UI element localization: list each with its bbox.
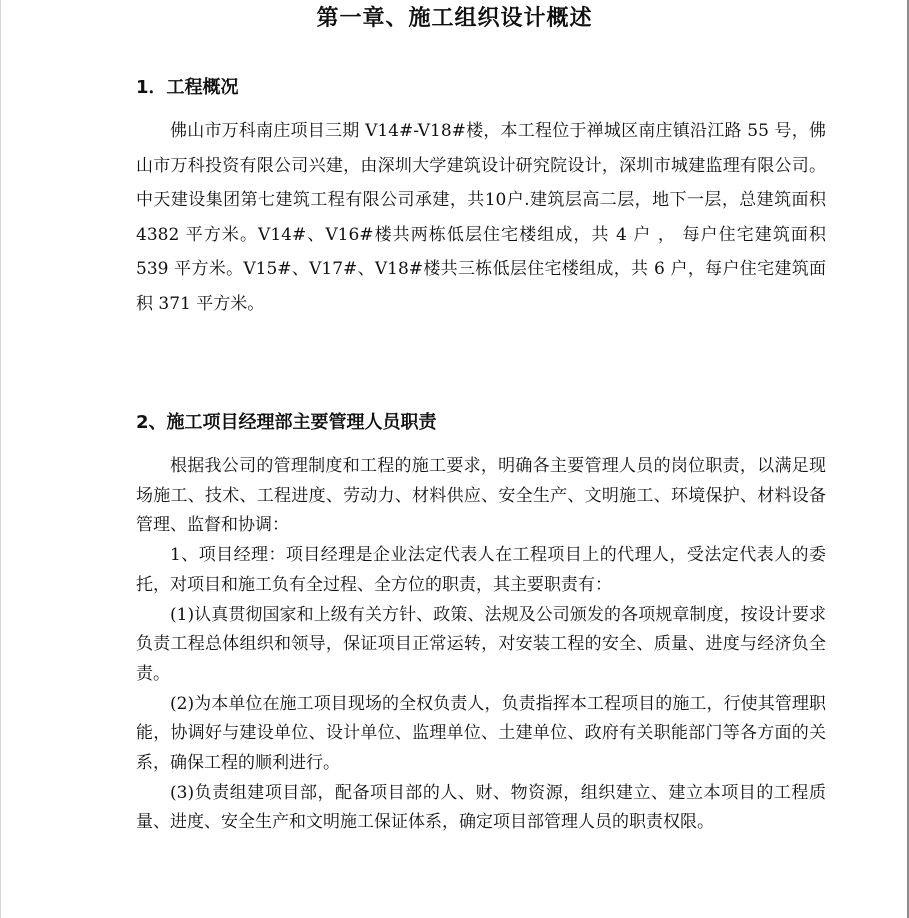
duties-intro-paragraph: 根据我公司的管理制度和工程的施工要求，明确各主要管理人员的岗位职责，以满足现场施工、技术、工程进度、劳动力、材料供应、安全生产、文明施工、环境保护、材料设备管理、监督和协调： — [136, 456, 826, 536]
project-manager-paragraph: 1、项目经理：项目经理是企业法定代表人在工程项目上的代理人，受法定代表人的委托，对项目和施工负有全过程、全方位的职责，其主要职责有： — [136, 545, 826, 595]
management-duties-block — [136, 452, 826, 838]
section-heading-project-overview: 1．工程概况 — [136, 77, 239, 98]
section-heading-management-duties: 2、施工项目经理部主要管理人员职责 — [136, 412, 437, 433]
project-overview-block — [136, 114, 826, 321]
page-left-edge — [0, 0, 1, 918]
duty-item-2: (2)为本单位在施工项目现场的全权负责人，负责指挥本工程项目的施工，行使其管理职能，协调好与建设单位、设计单位、监理单位、土建单位、政府有关职能部门等各方面的关系，确保工程的顺利进行。 — [136, 693, 826, 774]
duty-item-3: (3)负责组建项目部，配备项目部的人、财、物资源，组织建立、建立本项目的工程质量、进度、安全生产和文明施工保证体系，确定项目部管理人员的职责权限。 — [136, 782, 826, 833]
duty-item-1: (1)认真贯彻国家和上级有关方针、政策、法规及公司颁发的各项规章制度，按设计要求负责工程总体组织和领导，保证项目正常运转，对安装工程的安全、质量、进度与经济负全责。 — [136, 604, 826, 684]
project-overview-paragraph: 佛山市万科南庄项目三期 V14#-V18#楼，本工程位于禅城区南庄镇沿江路 55 号，佛山市万科投资有限公司兴建，由深圳大学建筑设计研究院设计，深圳市城建监理有限公司。中天建设集团第七建筑工程有限公司承建，共10户.建筑层高二层，地下一层，总建筑面积 4382 平方米。V14#、V16#楼共两栋低层住宅楼组成，共 4 户 ， 每户住宅建筑面积 539 平方米。V15#、V17#、V18#楼共三栋低层住宅楼组成，共 6 户，每户住宅建筑面积 371 平方米。 — [136, 121, 826, 314]
chapter-title: 第一章、施工组织设计概述 — [316, 6, 593, 31]
